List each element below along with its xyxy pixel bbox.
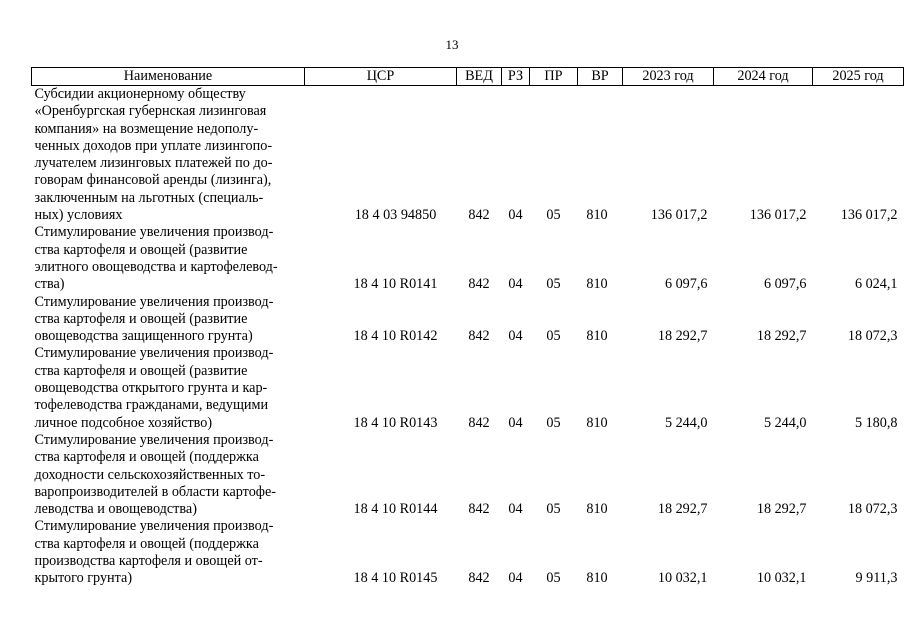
header-csr: ЦСР [305, 68, 457, 86]
row-name-line: Стимулирование увеличения производ- [34, 293, 274, 310]
header-2024: 2024 год [714, 68, 813, 86]
cell-pr: 05 [546, 207, 561, 224]
table-row [32, 518, 904, 587]
cell-csr: 18 4 10 R0142 [353, 328, 438, 345]
cell-csr: 18 4 03 94850 [354, 207, 437, 224]
table-row [32, 294, 904, 346]
cell-ved: 842 [468, 328, 490, 345]
cell-rz: 04 [508, 328, 523, 345]
budget-table [31, 67, 904, 588]
row-name [32, 432, 305, 518]
row-name-line: заключенным на льготных (специаль- [34, 189, 264, 206]
row-name-line: компания» на возмещение недополу- [34, 120, 259, 137]
cell-2025: 6 024,1 [854, 276, 898, 293]
cell-2024: 18 292,7 [756, 501, 807, 518]
cell-2024: 10 032,1 [756, 570, 807, 587]
header-vr: ВР [578, 68, 623, 86]
cell-2025: 18 072,3 [847, 501, 898, 518]
row-name [32, 224, 305, 293]
row-name-line: «Оренбургская губернская лизинговая [34, 103, 267, 120]
row-name-line: ства картофеля и овощей (поддержка [34, 535, 259, 552]
cell-2025: 5 180,8 [854, 414, 898, 431]
cell-2025: 136 017,2 [840, 207, 898, 224]
row-name-line: говорам финансовой аренды (лизинга), [34, 172, 272, 189]
cell-csr: 18 4 10 R0145 [353, 570, 438, 587]
row-name [32, 294, 305, 346]
cell-rz: 04 [508, 501, 523, 518]
cell-pr: 05 [546, 328, 561, 345]
cell-2023: 18 292,7 [657, 501, 708, 518]
row-name-line: ных) условиях [34, 207, 123, 224]
page-number: 13 [445, 37, 459, 52]
cell-2023: 10 032,1 [657, 570, 708, 587]
cell-2023: 6 097,6 [664, 276, 708, 293]
cell-2023: 18 292,7 [657, 328, 708, 345]
row-name-line: ства картофеля и овощей (поддержка [34, 449, 259, 466]
row-name-line: Стимулирование увеличения производ- [34, 518, 274, 535]
row-name-line: тофелеводства гражданами, ведущими [34, 397, 269, 414]
row-name [32, 345, 305, 431]
cell-pr: 05 [546, 276, 561, 293]
cell-vr: 810 [586, 328, 608, 345]
row-name-line: Стимулирование увеличения производ- [34, 224, 274, 241]
cell-2024: 6 097,6 [763, 276, 807, 293]
cell-rz: 04 [508, 207, 523, 224]
row-name-line: Субсидии акционерному обществу [34, 86, 246, 102]
cell-vr: 810 [586, 570, 608, 587]
table-header-row [32, 68, 904, 86]
cell-rz: 04 [508, 570, 523, 587]
header-rz: РЗ [502, 68, 530, 86]
table-row [32, 86, 904, 225]
cell-rz: 04 [508, 276, 523, 293]
row-name-line: ства картофеля и овощей (развитие [34, 362, 248, 379]
cell-ved: 842 [468, 276, 490, 293]
cell-pr: 05 [546, 570, 561, 587]
row-name-line: элитного овощеводства и картофелевод- [34, 258, 278, 275]
row-name-line: ченных доходов при уплате лизингопо- [34, 137, 273, 154]
cell-ved: 842 [468, 207, 490, 224]
header-2023: 2023 год [623, 68, 714, 86]
row-name-line: доходности сельскохозяйственных то- [34, 466, 266, 483]
row-name-line: Стимулирование увеличения производ- [34, 345, 274, 362]
cell-2024: 136 017,2 [749, 207, 807, 224]
row-name-line: ства картофеля и овощей (развитие [34, 241, 248, 258]
cell-vr: 810 [586, 276, 608, 293]
cell-vr: 810 [586, 207, 608, 224]
row-name-line: варопроизводителей в области картофе- [34, 483, 277, 500]
cell-vr: 810 [586, 414, 608, 431]
cell-csr: 18 4 10 R0144 [353, 501, 438, 518]
cell-2024: 18 292,7 [756, 328, 807, 345]
cell-rz: 04 [508, 414, 523, 431]
cell-2025: 9 911,3 [855, 570, 898, 587]
row-name-line: овощеводства защищенного грунта) [34, 328, 253, 345]
table-row [32, 432, 904, 518]
cell-2023: 136 017,2 [650, 207, 708, 224]
cell-2024: 5 244,0 [763, 414, 807, 431]
row-name-line: овощеводства открытого грунта и кар- [34, 380, 268, 397]
row-name-line: крытого грунта) [34, 570, 133, 587]
table-row [32, 345, 904, 431]
row-name-line: лучателем лизинговых платежей по до- [34, 155, 273, 172]
cell-2025: 18 072,3 [847, 328, 898, 345]
header-ved: ВЕД [457, 68, 502, 86]
header-pr: ПР [530, 68, 578, 86]
cell-pr: 05 [546, 501, 561, 518]
cell-csr: 18 4 10 R0143 [353, 414, 438, 431]
table-row [32, 224, 904, 293]
row-name-line: леводства и овощеводства) [34, 501, 197, 518]
row-name-line: производства картофеля и овощей от- [34, 553, 263, 570]
cell-ved: 842 [468, 414, 490, 431]
row-name [32, 518, 305, 587]
row-name-line: ства) [34, 276, 65, 293]
cell-vr: 810 [586, 501, 608, 518]
row-name-line: личное подсобное хозяйство) [34, 414, 213, 431]
row-name-line: Стимулирование увеличения производ- [34, 431, 274, 448]
cell-2023: 5 244,0 [664, 414, 708, 431]
header-name: Наименование [32, 68, 305, 86]
header-2025: 2025 год [813, 68, 904, 86]
cell-pr: 05 [546, 414, 561, 431]
row-name [32, 86, 305, 225]
cell-ved: 842 [468, 570, 490, 587]
cell-csr: 18 4 10 R0141 [353, 276, 438, 293]
cell-ved: 842 [468, 501, 490, 518]
row-name-line: ства картофеля и овощей (развитие [34, 310, 248, 327]
